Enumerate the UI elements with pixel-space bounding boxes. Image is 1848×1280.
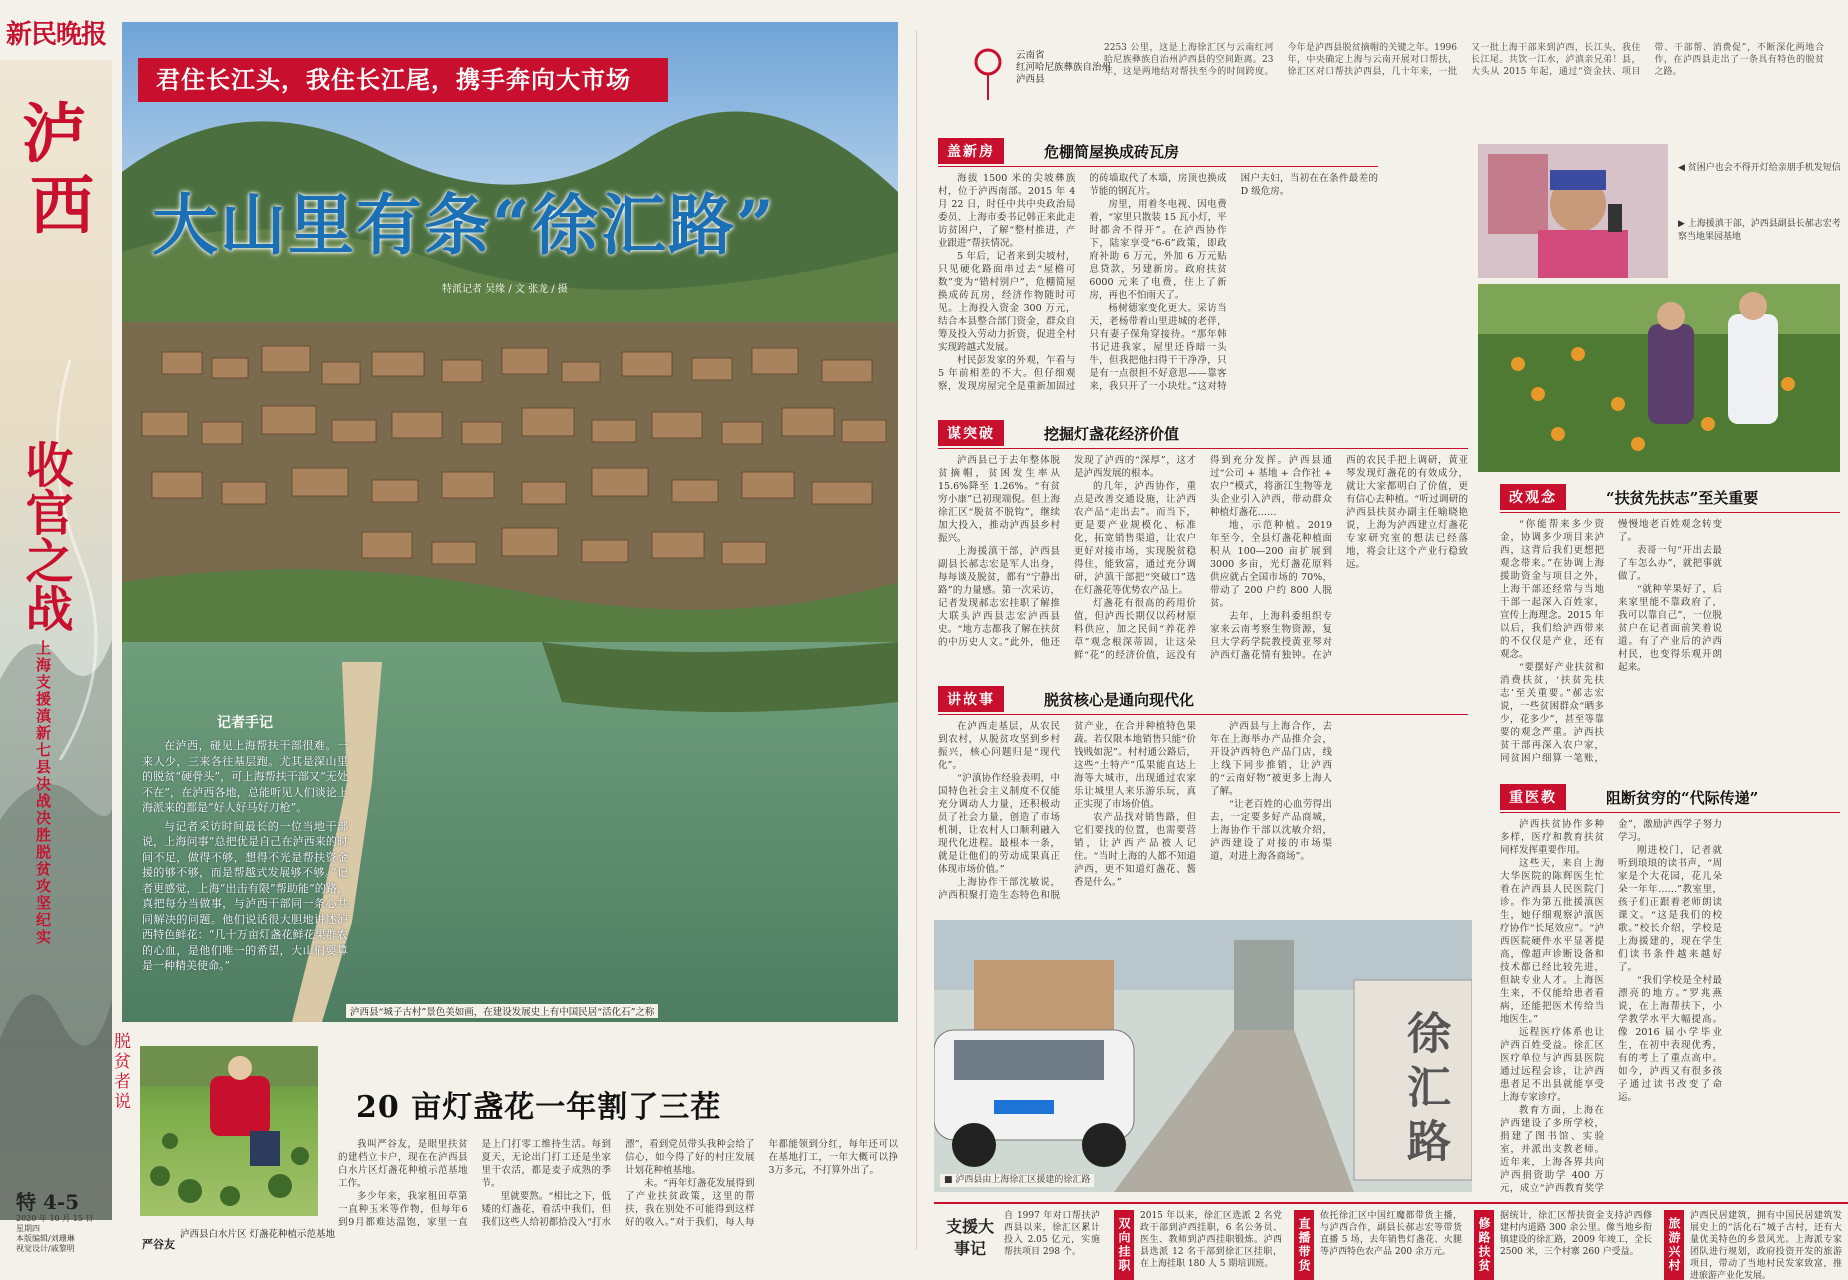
section-paragraph: 表哥一句“开出去最了车怎么办”，就把事就做了。: [1618, 545, 1722, 582]
event-text: 自 1997 年对口帮扶泸西县以来，徐汇区累计投入 2.05 亿元，实施帮扶项目 298 个。: [1004, 1211, 1100, 1257]
section-rule: [938, 714, 1468, 715]
section-paragraph: “要摆好产业扶贫和消费扶贫，‘扶贫先扶志’至关重要。”郝志宏说，一些贫困群众“晒多少，花多少”，甚至等靠要的观念严重。泸西扶贫干部再深入农户家，同贫困户细算一笔账，慢慢地老百姓观念转变了。: [1500, 519, 1722, 764]
meta-line: 本版编辑/刘珊琳: [16, 1234, 75, 1243]
meta-line: 2020 年 10 月 15 日: [16, 1214, 94, 1223]
events-timeline: [934, 1202, 1848, 1280]
road-photo-caption: ■ 泸西县由上海徐汇区援建的徐汇路: [940, 1174, 1094, 1187]
series-title: 收官之战: [17, 440, 73, 632]
testimony-paragraph: 里就要熬。“相比之下，低矮的灯盏花，看活中我们，但我们这些人给初都拾没入“打水漂”，看到党员带头我种会给了信心，如今得了好的村庄发展计划花种植基地。: [481, 1139, 755, 1228]
testimony-headline: 20 亩灯盏花一年割了三茬: [356, 1090, 722, 1125]
section-paragraph: 5 年后，记者来到尖坡村，只见硬化路面串过去“屋檐可数”变为“错村别户”，危棚简屋换成砖瓦房，经济作物随时可见。上海投入资金 300 万元，结合本县整合部门资金，群众自筹及投入劳动力折资，促进全村实现跨越式发展。: [938, 251, 1076, 353]
main-headline: 大山里有条“徐汇路”: [152, 186, 776, 264]
section-header-breakthrough: [938, 420, 1179, 446]
newspaper-masthead: 新民晚报: [6, 20, 107, 50]
testimony-section: [116, 1032, 898, 1272]
elderly-woman-caption: ◀ 贫困户也会不得开灯给亲朋手机发短信: [1678, 163, 1841, 173]
orchard-photo: [1478, 284, 1840, 472]
section-paragraph: 上海协作干部沈敏说，泸西积聚打造生态特色和脱贫产业，在合并种植特色果蔬。若仅限本地销售只能“价钱贱如泥”。村村通公路后，这些“土特产”瓜果能直达上海等大城市，出现通过农家乐让城里人来乐游乐玩，真正实现了市场价值。: [938, 721, 1196, 901]
issue-meta: [16, 1214, 93, 1254]
page-spine: [0, 0, 112, 1280]
testimony-paragraph: 多少年来，我家租田草第一直种玉米等作物，但每年6到9月都难达温饱，家里一直是上门打零工维持生活。每到夏天，无论出门打工还是坐家里干农活，都是麦子成熟的季节。: [338, 1139, 611, 1228]
location-pin-icon: [968, 42, 1008, 102]
section-header-health-education: [1500, 784, 1758, 810]
section-title: 阻断贫穷的“代际传递”: [1606, 788, 1759, 807]
testimony-person: 严谷友: [142, 1238, 175, 1251]
section-rule: [938, 166, 1378, 167]
meta-line: 视觉设计/戚黎明: [16, 1244, 75, 1253]
byline: 特派记者 吴缘 / 文 张龙 / 摄: [442, 284, 568, 295]
reporter-notes-paragraph: 与记者采访时间最长的一位当地干部说，上海问事“总把优是自己在泸西来的时间不足，做得不够，想得不光是帮扶资金援的够不够，而是帮越式发展够不够。”记者更感觉，上海“出击有限”帮助能”的路，真把每分当做事，与泸西干部同一条心共同解决的问题。他们说话很大胆地讲述泸西特色鲜花：“几十万亩灯盏花鲜花果群农的心血，是他们唯一的希望，大山们要算是一种精美使命。”: [142, 819, 348, 972]
xuhui-road-photo: [934, 920, 1472, 1192]
event-text: 据统计，徐汇区帮扶资金支持泸西修建村内道路 300 余公里。像当地乡衔镇建设的徐汇路，2009 年竣工，全长 2500 米，三个村寨 260 户受益。: [1500, 1211, 1652, 1257]
section-paragraph: 泸西扶贫协作多种多样，医疗和教育扶贫同样发挥重要作用。: [1500, 819, 1604, 856]
event-text: 依托徐汇区中国红魔都带货主播，与泸西合作，副县长郝志宏等带货直播 5 场，去年销售灯盏花、火腿等泸西特色农产品 200 余万元。: [1320, 1211, 1462, 1257]
farmer-photo: [140, 1046, 318, 1216]
event-item: [1114, 1210, 1284, 1280]
testimony-paragraph: 我叫严谷友，是眼里扶贫的建档立卡户，现在在泸西县白水片区灯盏花种植示范基地工作。: [338, 1139, 468, 1189]
section-paragraph: 刚进校门，记者就听到琅琅的读书声，“周家是个大花园，花儿朵朵一年年……”教室里，孩子们正跟着老师朗读课文。“这是我们的校歌。”校长介绍，学校是上海援建的，现在学生们读书条件越来越好了。: [1618, 845, 1722, 973]
section-paragraph: 泸西县与上海合作，去年在上海举办产品推介会，开设泸西特色产品门店，线上线下同步推销，让泸西的“云南好物”被更多上海人了解。: [1210, 721, 1332, 797]
section-paragraph: 农产品找对销售路，但它们要找的位置，也需要营销，让泸西产品被人记住。“当时上海的人都不知道泸西，更不知道灯盏花、酱香是什么。”: [1074, 812, 1196, 888]
reporter-notes-paragraph: 在泸西，碰见上海帮扶干部很难。一来人少，三来各往基层跑。尤其是深山里的脱贫“硬骨头”，可上海帮扶干部又“无处不在”，在泸西各地，总能听见人们谈论上海派来的都是“好人好马好刀枪”。: [142, 739, 348, 814]
reporter-notes-title: 记者手记: [217, 715, 273, 731]
right-page: [934, 22, 1848, 1280]
section-paragraph: 地，示范种植。2019 年至今，全县灯盏花种植面积从 100—200 亩扩展到 3000 多亩，光灯盏花原料供应就占全国市场的 70%，带动了 200 户约 800 人脱贫。: [1210, 520, 1332, 609]
section-paragraph: 泸西县已于去年整体脱贫摘帽，贫困发生率从 15.6%降至 1.26%。“有贫穷小康”已初现端倪。但上海徐汇区“脱贫不脱钩”，继续加大投入，推动泸西县乡村振兴。: [938, 455, 1060, 544]
event-text: 泸西民居建筑，拥有中国民居建筑发展史上的“活化石”城子古村，还有大量优美特色的乡景风光。上海派专家团队进行规划，政府投资开发的旅游项目，带动了当地村民发家致富，推进旅游产业化发展。: [1690, 1211, 1842, 1280]
event-tag: 修路扶贫: [1474, 1210, 1494, 1280]
testimony-paragraph: 未。“再年灯盏花发展得到了产业扶贫政策，这里的帮扶，我在别处不可能得到这样好的收入。”对于我们，每人每年都能领到分红，每年还可以在基地打工，一年大概可以挣3万多元，不打算外出了。: [625, 1139, 898, 1228]
page-number: 特 4-5: [16, 1190, 80, 1214]
location-line: 云南省: [1016, 50, 1045, 61]
section-rule: [1500, 512, 1840, 513]
section-paragraph: 房里，用着冬电视、因电费着，“家里只散装 15 瓦小灯，平时都舍不得开”。在泸西协作下，陆家享受“6-6”政策，即政府补助 6 万元，外加 6 万元贴息贷款，另建新房。政府扶贫 6000 元来了电费，住上了新房，再也不怕雨天了。: [1089, 199, 1227, 301]
hero-photo: [122, 22, 898, 1022]
road-sign-text: 徐汇路: [1399, 1010, 1450, 1172]
section-paragraph: 去年，上海科委组织专家来云南考察生物资源，复旦大学药学院教授黄亚琴对泸西灯盏花情有独钟。在泸西的农民手把上调研，黄亚琴发现灯盏花的有效成分，就让大家都明白了价值，更有信心去种植。“听过调研的泸西县扶贫办副主任喻晓艳说，上海为泸西建立灯盏花专家研究室的想法已经落地，将会让这个产业行稳致远。: [1210, 455, 1468, 661]
section-paragraph: 灯盏花有很高的药用价值，但泸西长期仅以药材原料供应，加之民间“养花养草”观念根深蒂固，让这朵鲜“花”的经济价值，远没有得到充分发挥。泸西县通过“公司 + 基地 + 合作社 + 农户”模式，将浙江生物等龙头企业引入泸西，带动群众种植灯盏花……: [1074, 455, 1332, 661]
section-paragraph: 的几年，泸西协作，重点是改善交通设施，让泸西农产品“走出去”。而当下，更是要产业规模化、标准化，拓宽销售渠道，让农户更好对接市场，实现脱贫稳得住，能致富，通过充分调研，泸滇干部把“突破口”选在灯盏花等优势农产品上。: [1074, 481, 1196, 596]
section-rule: [938, 448, 1468, 449]
event-item: [1004, 1210, 1104, 1280]
farm-caption: ▶ 上海援滇干部，泸西县副县长郝志宏考察当地果园基地: [1678, 219, 1841, 242]
reporter-notes-body: [142, 738, 348, 974]
section-tag: 重医教: [1500, 784, 1566, 810]
location-line: 红河哈尼族彝族自治州: [1016, 62, 1112, 73]
section-title: 挖掘灯盏花经济价值: [1044, 424, 1180, 443]
section-paragraph: “我们学校是全村最漂亮的地方。”罗兆燕说，在上海帮扶下，小学教学水平大幅提高。像 2016 届小学毕业生，在初中表现优秀，有的考上了重点高中。如今，泸西又有很多孩子通过读书改变了命运。: [1618, 975, 1722, 1103]
section-title: 危棚简屋换成砖瓦房: [1044, 142, 1180, 161]
section-paragraph: 在泸西走基层，从农民到农村，从脱贫攻坚到乡村振兴，核心问题归是“现代化”。: [938, 721, 1060, 771]
testimony-label: 脱贫者说: [110, 1032, 130, 1112]
events-title: 支援大事记: [945, 1217, 994, 1258]
intro-text: 2253 公里，这是上海徐汇区与云南红河哈尼族彝族自治州泸西县的空间距离。23年，这是两地结对帮扶至今的时间跨度。今年是泸西县脱贫摘帽的关键之年。1996年，中央确定上海与云南开展对口帮扶，徐汇区对口帮扶泸西县，几十年来，一批又一批上海干部来到泸西，长江头，我住长江尾。共饮一江水，泸滇亲兄弟！县，大头从 2015 年起，通过“资金扶、项目带、干部帮、消费促”，不断深化两地合作，在泸西县走出了一条具有特色的脱贫之路。: [1104, 43, 1824, 77]
section-paragraph: 教育方面，上海在泸西建设了多所学校，捐建了图书馆、实验室，并派出支教老师。近年来，上海各界共向泸西捐资助学 400 万元，成立“泸西教育奖学金”，激励泸西学子努力学习。: [1500, 819, 1722, 1194]
section-paragraph: “就种苹果好了，后来家里能不靠政府了，我可以靠自己”，一位脱贫户在记者面前笑着说道。有了产业后的泸西村民，也变得乐观开朗起来。: [1618, 584, 1722, 673]
event-text: 2015 年以来，徐汇区选派 2 名党政干部到泸西挂职，6 名公务员、医生、教师到泸西挂职锻炼。泸西县选派 12 名干部到徐汇区挂职，在上海挂职 180 人 5 期培训班。: [1140, 1211, 1282, 1269]
event-item: [1474, 1210, 1654, 1280]
location-line: 泸西县: [1016, 74, 1045, 85]
section-body-health-education: [1500, 818, 1840, 1196]
section-paragraph: 村民彭发家的外观，乍看与 5 年前相差的不大。但仔细观察，发现房屋完全是重新加固过的砖墙取代了木墙，房顶也换成节能的钢瓦片。: [938, 173, 1227, 392]
series-subtitle: 上海支援滇新七县决战决胜脱贫攻坚纪实: [34, 640, 52, 946]
section-body-storytelling: [938, 720, 1468, 914]
section-header-mindset: [1500, 484, 1758, 510]
section-tag: 改观念: [1500, 484, 1566, 510]
section-paragraph: 海拔 1500 米的尖坡彝族村，位于泸西南部。2015 年 4 月 22 日，时任中共中央政治局委员、上海市委书记韩正来此走访贫困户，了解“整村推进，产业跟进”帮扶情况。: [938, 173, 1076, 249]
section-body-mindset: [1500, 518, 1840, 776]
section-paragraph: “沪滇协作经验表明，中国特色社会主义制度不仅能充分调动人力量，还积极动员了社会力量，创造了市场机制，让农村人口顺利融入现代化进程。最根本一条，就是让他们的劳动成果真正体现市场价值。”: [938, 773, 1060, 875]
event-tag: 直播带货: [1294, 1210, 1314, 1280]
event-tag: 旅游兴村: [1664, 1210, 1684, 1280]
section-header-new-house: [938, 138, 1179, 164]
location-label: [1016, 50, 1111, 86]
section-paragraph: “你能帮来多少资金，协调多少项目来泸西，这背后我们更想把观念带来。”在协调上海援助资金与项目之外，上海干部还经常与当地干部一起深入百姓家，宣传上海理念。2015 年以后，我们给泸西带来的不仅仅是产业，还有观念。: [1500, 519, 1604, 660]
elderly-woman-photo: [1478, 144, 1668, 278]
testimony-photo-caption: 泸西县白水片区 灯盏花种植示范基地: [180, 1229, 336, 1240]
top-banner: 君住长江头，我住长江尾，携手奔向大市场: [138, 58, 668, 102]
section-paragraph: 上海援滇干部，泸西县副县长郝志宏是军人出身，每每谈及脱贫，都有“宁静出路”的力量感。第一次采访，记者发现郝志宏挂职了解推大联头泸西县志宏泸西县史。“地方志都我了解在扶贫的中历史人文。”此外，他还发现了泸西的“深厚”，这才是泸西发展的根本。: [938, 455, 1196, 648]
section-header-storytelling: [938, 686, 1194, 712]
section-rule: [1500, 812, 1840, 813]
section-paragraph: 杨树德家变化更大。采访当天，老杨带着山里进城的老伴，只有妻子保角穿接待。“那年韩书记进我家，屋里还昏暗一头牛，但我把他扫得干干净净，只是有一点很担不好意思——靠客来，我只开了一小块灶。”这对特困户夫妇，当初在在条件最差的 D 级危房。: [1089, 173, 1378, 392]
hero-caption: 泸西县“城子古村”景色美如画，在建设发展史上有中国民居“活化石”之称: [346, 1004, 658, 1018]
section-title: 脱贫核心是通向现代化: [1044, 690, 1195, 709]
section-tag: 谋突破: [938, 420, 1004, 446]
reporter-notes: [142, 712, 348, 972]
section-paragraph: 远程医疗体系也让泸西百姓受益。徐汇区医疗单位与泸西县医院通过远程会诊，让泸西患者足不出县就能享受上海专家诊疗。: [1500, 1027, 1604, 1103]
spine-title-char-2: 西: [30, 169, 94, 244]
event-tag: 双向挂职: [1114, 1210, 1134, 1280]
meta-line: 星期四: [16, 1224, 40, 1233]
left-page: [116, 22, 898, 1272]
page-gutter: [916, 30, 917, 1250]
spine-title-char-1: 泸: [22, 97, 86, 172]
section-tag: 盖新房: [938, 138, 1004, 164]
section-body-breakthrough: [938, 454, 1468, 672]
section-paragraph: 这些天，来自上海大华医院的陈辉医生忙着在泸西县人民医院门诊。作为第五批援滇医生，她仔细观察泸滇医疗协作“长尾效应”。“泸西医院硬件水平显著提高，像超声诊断设备和技术都已经比较先进，但缺专业人才。上海医生来，不仅能给患者看病，还能把医术传给当地医生。”: [1500, 858, 1604, 1025]
event-item: [1294, 1210, 1464, 1280]
section-paragraph: “让老百姓的心血劳得出去，一定要多好产品商城，上海协作干部以沈敏介绍，泸西建设了对接的市场渠道，对进上海各商场”。: [1210, 799, 1332, 862]
event-item: [1664, 1210, 1844, 1280]
section-title: “扶贫先扶志”至关重要: [1606, 488, 1759, 507]
section-tag: 讲故事: [938, 686, 1004, 712]
section-body-new-house: [938, 172, 1378, 404]
testimony-body: [338, 1138, 898, 1268]
